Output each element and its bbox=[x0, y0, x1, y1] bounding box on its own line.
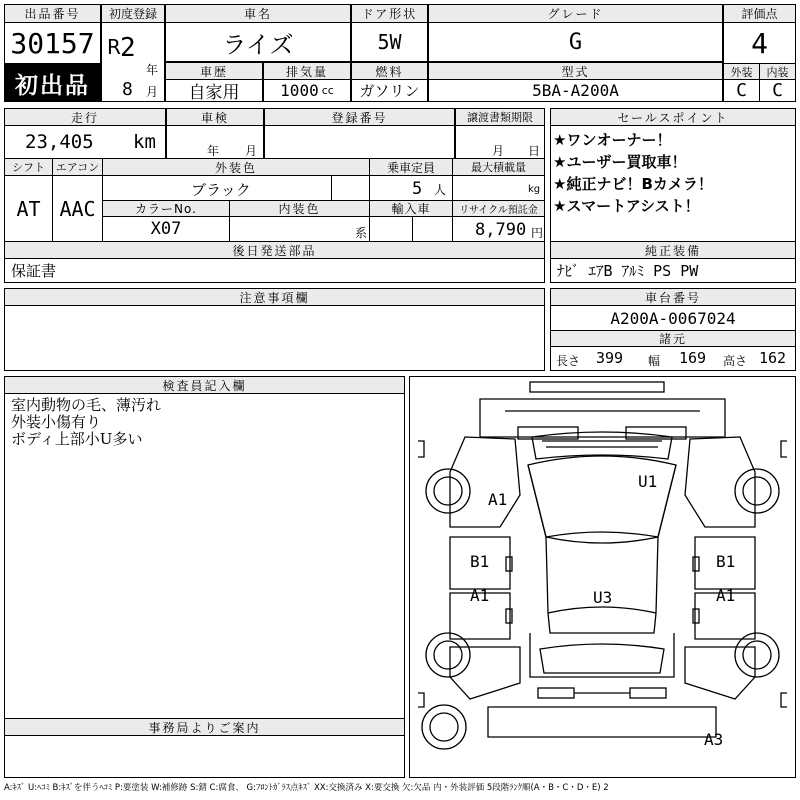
sales-points-list bbox=[550, 125, 796, 242]
seating-unit: 人 bbox=[434, 183, 447, 197]
aircon-value: AAC bbox=[52, 175, 103, 242]
grade-value: G bbox=[428, 22, 723, 62]
height-label: 高さ bbox=[723, 354, 748, 368]
ext-color-value: ブラック bbox=[191, 181, 251, 199]
displacement-value: 1000 bbox=[280, 81, 319, 100]
right-door-handle bbox=[693, 557, 699, 571]
seating-cell bbox=[369, 175, 453, 201]
shift-value: AT bbox=[4, 175, 53, 242]
hood-shape bbox=[480, 399, 725, 437]
wheel-left-front-hub bbox=[434, 477, 462, 505]
inspector-line: 外装小傷有り bbox=[11, 413, 102, 431]
color-no-label: カラーNo. bbox=[102, 200, 230, 217]
score-label: 評価点 bbox=[723, 4, 796, 23]
grade-label: グレード bbox=[428, 4, 723, 23]
history-label: 車歴 bbox=[165, 62, 263, 80]
chassis-label: 車台番号 bbox=[550, 288, 796, 306]
rear-window-line bbox=[548, 607, 656, 613]
inspection-year-unit: 年 bbox=[207, 144, 220, 158]
int-color-unit: 系 bbox=[355, 226, 368, 240]
left-door-handle bbox=[506, 557, 512, 571]
windshield-line bbox=[542, 441, 662, 447]
office-label: 事務局よりご案内 bbox=[4, 718, 405, 736]
year-value: 2 bbox=[120, 33, 136, 63]
transfer-cell bbox=[455, 125, 545, 159]
office-area bbox=[4, 735, 405, 778]
doors-label: ドア形状 bbox=[351, 4, 428, 23]
car-name-label: 車名 bbox=[165, 4, 351, 23]
rear-bumper-shape bbox=[488, 707, 716, 737]
damage-mark-a1-right-rear: A1 bbox=[716, 586, 736, 605]
equipment-value: ﾅﾋﾞ ｴｱB ｱﾙﾐ PS PW bbox=[550, 258, 796, 283]
era-value: R bbox=[107, 35, 121, 59]
right-front-fender-shape bbox=[685, 437, 755, 527]
reg-no-label: 登録番号 bbox=[264, 108, 455, 126]
displacement-cell bbox=[263, 79, 351, 102]
transfer-month-unit: 月 bbox=[492, 144, 505, 158]
import-label: 輸入車 bbox=[369, 200, 453, 217]
month-value: 8 bbox=[122, 79, 133, 100]
transfer-label: 譲渡書類期限 bbox=[455, 108, 545, 126]
sales-point-item: ★ワンオーナー！ bbox=[553, 131, 672, 149]
month-unit: 月 bbox=[146, 85, 159, 99]
wheel-left-front bbox=[426, 469, 470, 513]
year-unit: 年 bbox=[146, 63, 159, 77]
damage-mark-a1-left-rear: A1 bbox=[470, 586, 490, 605]
import-cell bbox=[369, 216, 453, 242]
right-mirror-shape bbox=[781, 441, 787, 457]
model-label: 型式 bbox=[428, 62, 723, 80]
lot-no-label: 出品番号 bbox=[4, 4, 101, 23]
left-rear-bracket-shape bbox=[418, 693, 424, 707]
height-value: 162 bbox=[759, 349, 787, 367]
roof-shape bbox=[528, 456, 676, 537]
color-no-value: X07 bbox=[102, 216, 230, 242]
seating-value: 5 bbox=[412, 179, 423, 199]
car-diagram bbox=[409, 376, 796, 778]
inspection-month-unit: 月 bbox=[245, 144, 258, 158]
doors-value: 5W bbox=[351, 22, 428, 62]
transfer-day-unit: 日 bbox=[528, 144, 541, 158]
notes-area bbox=[4, 305, 545, 371]
first-reg-label: 初度登録 bbox=[101, 4, 165, 23]
ext-color-label: 外装色 bbox=[102, 158, 370, 176]
exterior-grade-value: C bbox=[723, 79, 760, 102]
wheel-right-rear bbox=[735, 633, 779, 677]
cabin-line bbox=[546, 537, 658, 543]
wheel-right-front-hub bbox=[743, 477, 771, 505]
damage-mark-b1-right: B1 bbox=[716, 552, 736, 571]
car-name-value: ライズ bbox=[165, 22, 351, 62]
mileage-unit: km bbox=[133, 131, 156, 153]
inspection-label: 車検 bbox=[166, 108, 264, 126]
ext-color-cell bbox=[102, 175, 370, 201]
right-rear-door-handle bbox=[693, 609, 699, 623]
left-rear-door-handle bbox=[506, 609, 512, 623]
inspector-line: 室内動物の毛、薄汚れ bbox=[11, 396, 162, 414]
rear-hatch-shape bbox=[530, 633, 674, 677]
model-value: 5BA-A200A bbox=[428, 79, 723, 102]
car-diagram-svg bbox=[410, 377, 795, 777]
front-bumper-shape bbox=[530, 382, 664, 392]
mileage-cell bbox=[4, 125, 166, 159]
recycle-cell bbox=[452, 216, 545, 242]
score-value: 4 bbox=[723, 22, 796, 64]
mileage-value: 23,405 bbox=[25, 131, 94, 153]
shift-label: シフト bbox=[4, 158, 53, 176]
inspection-cell bbox=[166, 125, 264, 159]
max-load-cell bbox=[452, 175, 545, 201]
ext-color-divider bbox=[331, 176, 332, 200]
max-load-unit: kg bbox=[528, 184, 541, 195]
interior-label: 内装 bbox=[759, 63, 796, 80]
sales-point-item: ★ユーザー買取車！ bbox=[553, 153, 687, 171]
width-value: 169 bbox=[679, 349, 707, 367]
lot-no-value: 30157 bbox=[4, 22, 101, 64]
length-label: 長さ bbox=[556, 354, 581, 368]
windshield-shape bbox=[532, 432, 672, 459]
inspector-label: 検査員記入欄 bbox=[4, 376, 405, 394]
max-load-label: 最大積載量 bbox=[452, 158, 545, 176]
specs-cell bbox=[550, 346, 796, 371]
left-mirror-shape bbox=[418, 441, 424, 457]
wheel-right-rear-hub bbox=[743, 641, 771, 669]
specs-label: 諸元 bbox=[550, 330, 796, 347]
sales-point-item: ★純正ナビ！Bカメラ！ bbox=[553, 175, 713, 193]
displacement-unit: cc bbox=[321, 84, 334, 97]
later-parts-value: 保証書 bbox=[4, 258, 545, 283]
later-parts-label: 後日発送部品 bbox=[4, 241, 545, 259]
int-color-label: 内装色 bbox=[229, 200, 370, 217]
recycle-unit: 円 bbox=[531, 226, 544, 240]
wheel-left-rear bbox=[426, 633, 470, 677]
taillight-right bbox=[630, 688, 666, 698]
damage-mark-u1: U1 bbox=[638, 472, 658, 491]
history-value: 自家用 bbox=[165, 79, 263, 102]
mileage-label: 走行 bbox=[4, 108, 166, 126]
rear-glass-shape bbox=[540, 644, 664, 673]
inspector-notes bbox=[4, 393, 405, 719]
first-reg-value bbox=[101, 22, 165, 102]
equipment-label: 純正装備 bbox=[550, 241, 796, 259]
interior-grade-value: C bbox=[759, 79, 796, 102]
import-divider bbox=[412, 217, 413, 241]
width-label: 幅 bbox=[648, 354, 661, 368]
aircon-label: エアコン bbox=[52, 158, 103, 176]
displacement-label: 排気量 bbox=[263, 62, 351, 80]
fuel-value: ガソリン bbox=[351, 79, 428, 102]
spare-wheel-hub bbox=[430, 713, 458, 741]
sales-point-item: ★スマートアシスト！ bbox=[553, 197, 700, 215]
spare-wheel bbox=[422, 705, 466, 749]
taillight-left bbox=[538, 688, 574, 698]
damage-mark-u3: U3 bbox=[593, 588, 613, 607]
length-value: 399 bbox=[596, 349, 624, 367]
reg-no-value bbox=[264, 125, 455, 159]
inspector-line: ボディ上部小U多い bbox=[11, 430, 143, 448]
seating-label: 乗車定員 bbox=[369, 158, 453, 176]
first-listing-badge: 初出品 bbox=[4, 64, 101, 102]
sales-points-label: セールスポイント bbox=[550, 108, 796, 126]
right-rear-bracket-shape bbox=[781, 693, 787, 707]
wheel-right-front bbox=[735, 469, 779, 513]
wheel-left-rear-hub bbox=[434, 641, 462, 669]
recycle-value: 8,790 bbox=[475, 220, 527, 240]
damage-mark-a1-left-front: A1 bbox=[488, 490, 508, 509]
notes-label: 注意事項欄 bbox=[4, 288, 545, 306]
damage-mark-a3: A3 bbox=[704, 730, 724, 749]
int-color-cell bbox=[229, 216, 370, 242]
chassis-value: A200A-0067024 bbox=[550, 305, 796, 331]
legend-text: A:ｷｽﾞ U:ﾍｺﾐ B:ｷｽﾞを伴うﾍｺﾐ P:要塗装 W:補修跡 S:錆 C:腐食、 G:ﾌﾛﾝﾄｶﾞﾗｽ点ｷｽﾞ XX:交換済み X:要交換 欠:欠品 内・外装評価 5段階ﾗﾝｸ順(A・B・C・D・E) 2 bbox=[4, 783, 609, 793]
damage-mark-b1-left: B1 bbox=[470, 552, 490, 571]
left-front-fender-shape bbox=[450, 437, 520, 527]
recycle-label: リサイクル預託金 bbox=[452, 200, 545, 217]
exterior-label: 外装 bbox=[723, 63, 760, 80]
fuel-label: 燃料 bbox=[351, 62, 428, 80]
